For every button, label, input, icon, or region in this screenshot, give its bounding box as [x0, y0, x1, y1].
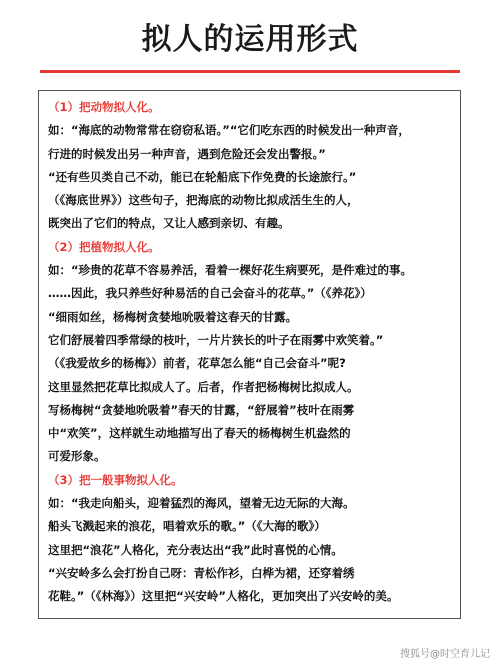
- paragraph-line: 它们舒展着四季常绿的枝叶，一片片狭长的叶子在雨雾中欢笑着。”: [48, 332, 384, 347]
- paragraph-line: （《我爱故乡的杨梅》）前者，花草怎么能“自己会奋斗”呢?: [48, 356, 346, 371]
- paragraph-line: “还有些贝类自己不动，能已在轮船底下作免费的长途旅行。”: [48, 169, 357, 184]
- paragraph-line: 既突出了它们的特点，又让人感到亲切、有趣。: [48, 216, 290, 231]
- watermark: 搜狐号@时空育儿记: [400, 649, 490, 660]
- page-title: 拟人的运用形式: [141, 22, 359, 57]
- paragraph-line: 这里把“浪花”人格化，充分表达出“我”此时喜悦的心情。: [48, 542, 343, 557]
- paragraph-line: 花鞋。”（《林海》）这里把“兴安岭”人格化，更加突出了兴安岭的美。: [48, 589, 399, 604]
- paragraph-line: 行进的时候发出另一种声音，遇到危险还会发出警报。”: [48, 146, 326, 161]
- section-heading-plants: （2）把植物拟人化。: [48, 239, 160, 254]
- paragraph-line: 写杨梅树“贪婪地吮吸着”春天的甘露，“舒展着”枝叶在雨雾: [48, 402, 355, 417]
- paragraph-line: 可爱形象。: [48, 449, 106, 464]
- section-heading-objects: （3）把一般事物拟人化。: [48, 472, 183, 487]
- paragraph-line: 船头飞溅起来的浪花，唱着欢乐的歌。”（《大海的歌》）: [48, 519, 326, 534]
- paragraph-line: 如：“珍贵的花草不容易养活，看着一棵好花生病要死，是件难过的事。: [48, 263, 413, 278]
- paragraph-line: 如：“海底的动物常常在窃窃私语。”“它们吃东西的时候发出一种声音，: [48, 123, 410, 138]
- paragraph-line: “兴安岭多么会打扮自己呀：青松作衫，白桦为裙，还穿着绣: [48, 565, 355, 580]
- paragraph-line: 这里显然把花草比拟成人了。后者，作者把杨梅树比拟成人。: [48, 379, 359, 394]
- section-heading-animals: （1）把动物拟人化。: [48, 100, 160, 114]
- paragraph-line: 中“欢笑”，这样就生动地描写出了春天的杨梅树生机盎然的: [48, 426, 351, 441]
- article-body: [48, 96, 456, 609]
- paragraph-line: 如：“我走向船头，迎着猛烈的海风，望着无边无际的大海。: [48, 496, 355, 511]
- paragraph-line: （《海底世界》）这些句子，把海底的动物比拟成活生生的人，: [48, 193, 359, 208]
- paragraph-line: “细雨如丝，杨梅树贪婪地吮吸着这春天的甘露。: [48, 309, 298, 324]
- paragraph-line: ……因此，我只养些好种易活的自己会奋斗的花草。”（《养花》）: [48, 286, 372, 301]
- title-underline: [40, 70, 460, 73]
